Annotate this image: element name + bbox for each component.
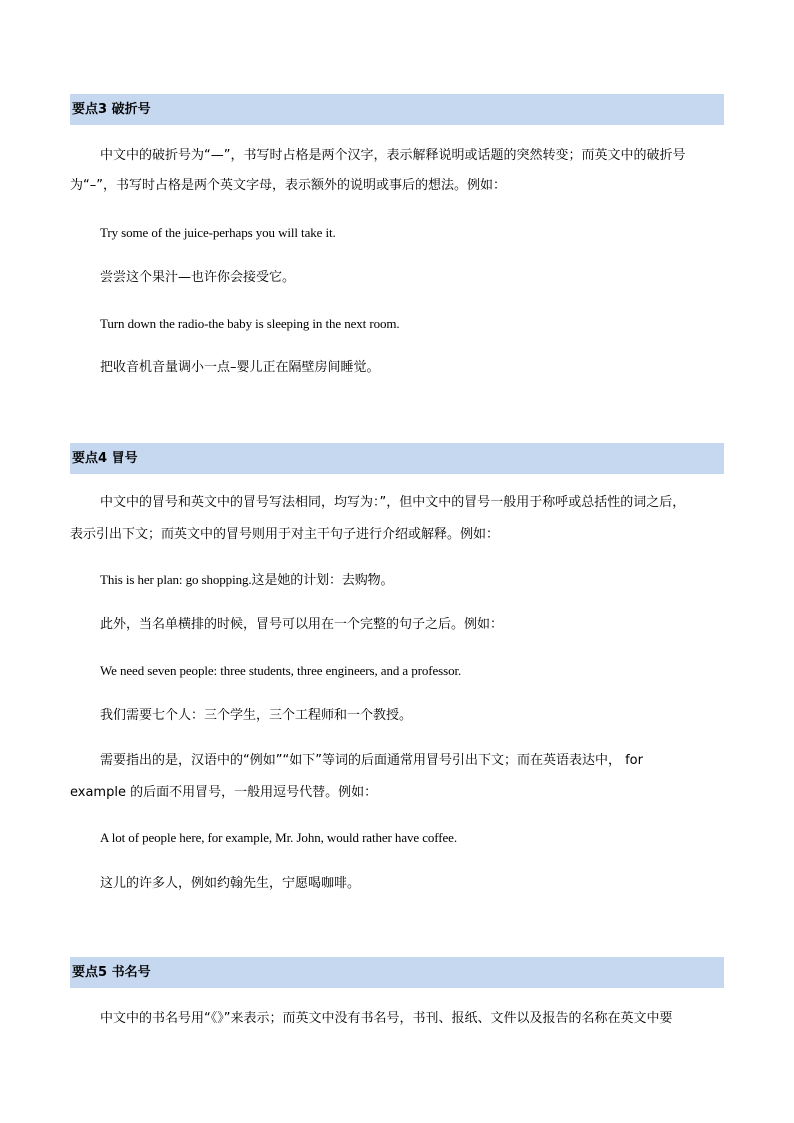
example-sentence-zh: 这儿的许多人，例如约翰先生，宁愿喝咖啡。 [100, 876, 361, 891]
example-sentence-zh: 尝尝这个果汁—也许你会接受它。 [100, 270, 296, 285]
section-header-dash: 要点3 破折号 [70, 94, 724, 125]
example-sentence-en: Try some of the juice-perhaps you will take it. [100, 225, 336, 240]
section-header-book-title-marks: 要点5 书名号 [70, 957, 724, 988]
example-sentence-en: A lot of people here, for example, Mr. John, would rather have coffee. [100, 830, 458, 845]
paragraph-line: example 的后面不用冒号，一般用逗号代替。例如： [70, 785, 378, 800]
paragraph-line: 此外，当名单横排的时候，冒号可以用在一个完整的句子之后。例如： [100, 617, 504, 632]
paragraph-line: 需要指出的是，汉语中的“例如”“如下”等词的后面通常用冒号引出下文；而在英语表达中， for [100, 753, 643, 768]
paragraph-line: 为“–”，书写时占格是两个英文字母，表示额外的说明或事后的想法。例如： [70, 178, 506, 193]
example-sentence-mixed: This is her plan: go shopping.这是她的计划：去购物。 [100, 572, 394, 587]
example-sentence-en: We need seven people: three students, three engineers, and a professor. [100, 663, 462, 678]
paragraph-line: 中文中的冒号和英文中的冒号写法相同，均写为：”，但中文中的冒号一般用于称呼或总括性的词之后， [100, 495, 686, 510]
paragraph-line: 中文中的书名号用“《》”来表示；而英文中没有书名号，书刊、报纸、文件以及报告的名称在英文中要 [100, 1011, 673, 1026]
example-sentence-zh: 把收音机音量调小一点–婴儿正在隔壁房间睡觉。 [100, 360, 380, 375]
paragraph-line: 中文中的破折号为“—”，书写时占格是两个汉字，表示解释说明或话题的突然转变；而英文中的破折号 [100, 148, 686, 163]
example-sentence-zh: 我们需要七个人：三个学生，三个工程师和一个教授。 [100, 708, 413, 723]
example-sentence-en: Turn down the radio-the baby is sleeping in the next room. [100, 316, 400, 331]
paragraph-line: 表示引出下文；而英文中的冒号则用于对主干句子进行介绍或解释。例如： [70, 527, 500, 542]
section-header-colon: 要点4 冒号 [70, 443, 724, 474]
